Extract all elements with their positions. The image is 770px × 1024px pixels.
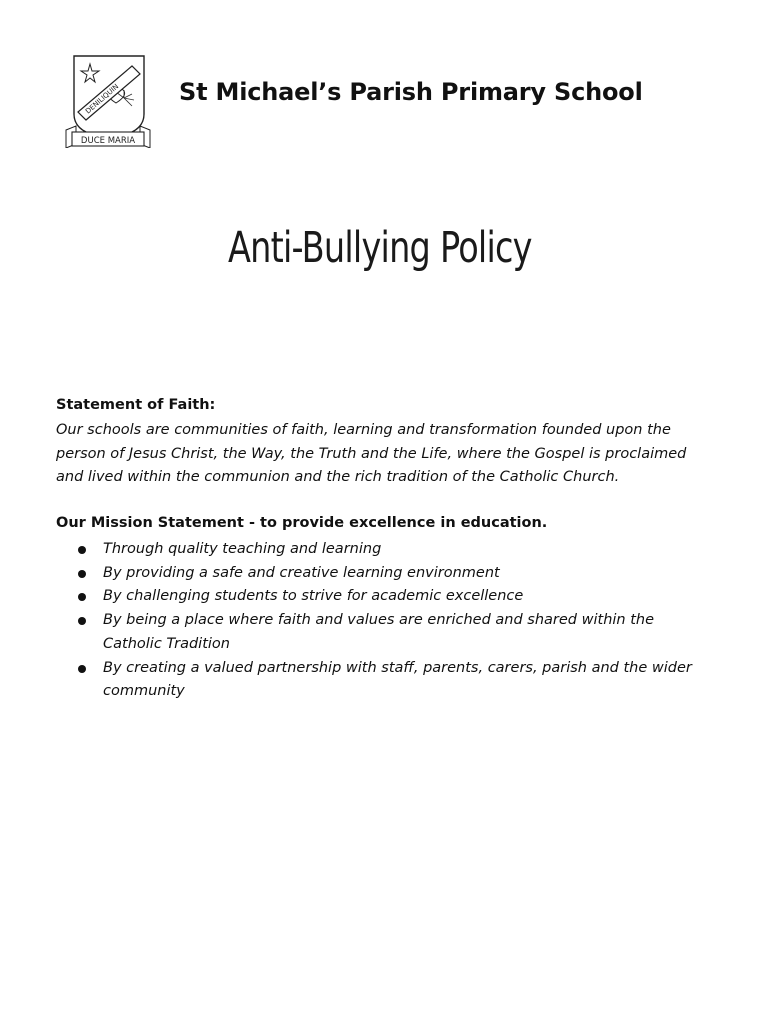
school-name-heading: St Michael’s Parish Primary School [179,78,643,106]
list-item-text: Catholic Tradition [103,635,230,652]
list-item-text: community [103,683,185,700]
faith-line: and lived within the communion and the rich tradition of the Catholic Church. [56,469,620,486]
bullet-icon [78,546,86,554]
faith-line: person of Jesus Christ, the Way, the Truth and the Life, where the Gospel is proclaimed [56,445,687,462]
mission-statement-heading: Our Mission Statement - to provide excellence in education. [56,515,548,531]
list-item-text: By providing a safe and creative learning environment [103,564,500,581]
statement-of-faith-text [56,419,716,490]
mission-list [78,538,718,704]
bullet-icon [78,593,86,601]
bullet-icon [78,617,86,625]
list-item-text: Through quality teaching and learning [103,541,382,557]
list-item [78,585,718,609]
list-item [78,657,718,704]
policy-title: Anti-Bullying Policy [228,223,532,273]
statement-of-faith-heading: Statement of Faith: [56,397,216,413]
list-item [78,609,718,656]
list-item-text: By being a place where faith and values are enriched and shared within the [103,612,655,629]
faith-line: Our schools are communities of faith, learning and transformation founded upon the [56,422,671,438]
crest-shield-icon [62,52,154,148]
bullet-icon [78,665,86,673]
bullet-icon [78,570,86,578]
list-item-text: By creating a valued partnership with staff, parents, carers, parish and the wider [103,659,692,676]
crest-ribbon-text: DENILIQUIN [84,82,121,116]
list-item-text: By challenging students to strive for academic excellence [103,588,524,605]
crest-motto: DUCE MARIA [80,136,136,146]
list-item [78,562,718,586]
school-crest-logo [62,52,154,148]
list-item [78,538,718,562]
